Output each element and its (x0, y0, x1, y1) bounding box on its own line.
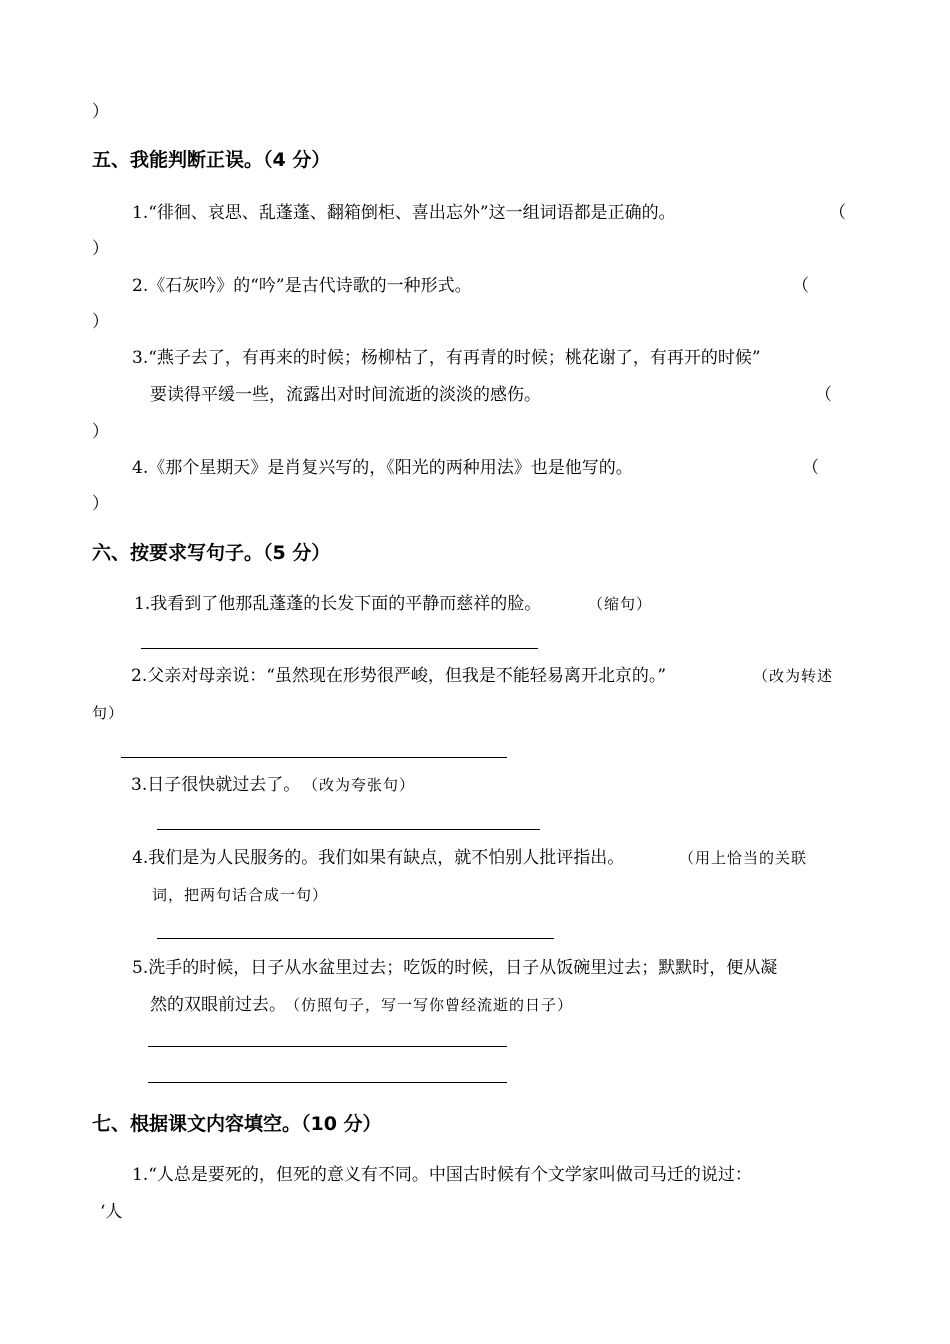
section-7-title: 七、根据课文内容填空。（10 分） (92, 1113, 382, 1135)
question-6-5-text: 5.洗手的时候，日子从水盆里过去；吃饭的时候，日子从饭碗里过去；默默时，便从凝 (132, 958, 778, 978)
answer-paren-close: ） (92, 422, 109, 442)
question-5-1-text: 1.“徘徊、哀思、乱蓬蓬、翻箱倒柜、喜出忘外”这一组词语都是正确的。 (132, 203, 676, 223)
answer-paren-close: ） (92, 239, 109, 259)
answer-line[interactable] (121, 757, 507, 758)
answer-paren-close: ） (92, 102, 109, 122)
question-6-2-hint: （改为转述 (753, 667, 834, 685)
question-6-4-hint-cont: 词，把两句话合成一句） (152, 886, 329, 904)
question-6-5-hint: （仿照句子，写一写你曾经流逝的日子） (285, 996, 574, 1014)
question-6-1-hint: （缩句） (588, 595, 653, 613)
question-6-1-text: 1.我看到了他那乱蓬蓬的长发下面的平静而慈祥的脸。 (134, 594, 542, 614)
question-7-1-text: 1.“人总是要死的，但死的意义有不同。中国古时候有个文学家叫做司马迁的说过： (132, 1165, 752, 1185)
question-7-1-text-cont: ‘人 (100, 1202, 123, 1222)
answer-paren-open[interactable]: （ (829, 203, 846, 223)
question-6-2-hint-cont: 句） (92, 704, 125, 722)
answer-line[interactable] (148, 1046, 507, 1047)
question-6-2-text: 2.父亲对母亲说：“虽然现在形势很严峻，但我是不能轻易离开北京的。” (131, 666, 667, 686)
section-6-title: 六、按要求写句子。（5 分） (92, 542, 331, 564)
answer-paren-close: ） (92, 312, 109, 332)
answer-line[interactable] (157, 938, 554, 939)
answer-line[interactable] (141, 648, 538, 649)
question-5-3-text-cont: 要读得平缓一些，流露出对时间流逝的淡淡的感伤。 (150, 385, 541, 405)
answer-paren-open[interactable]: （ (792, 276, 809, 296)
question-6-4-hint: （用上恰当的关联 (679, 849, 808, 867)
question-6-5-text-cont: 然的双眼前过去。 (150, 995, 286, 1015)
question-6-4-text: 4.我们是为人民服务的。我们如果有缺点，就不怕别人批评指出。 (132, 848, 625, 868)
question-5-4-text: 4.《那个星期天》是肖复兴写的，《阳光的两种用法》也是他写的。 (132, 458, 633, 478)
question-6-3-hint: （改为夸张句） (303, 776, 416, 794)
answer-line[interactable] (148, 1082, 507, 1083)
question-5-3-text: 3.“燕子去了，有再来的时候；杨柳枯了，有再青的时候；桃花谢了，有再开的时候” (132, 348, 761, 368)
question-6-3-text: 3.日子很快就过去了。 (131, 775, 301, 795)
answer-paren-open[interactable]: （ (802, 458, 819, 478)
answer-paren-close: ） (92, 494, 109, 514)
question-5-2-text: 2.《石灰吟》的“吟”是古代诗歌的一种形式。 (132, 276, 472, 296)
answer-line[interactable] (157, 829, 540, 830)
answer-paren-open[interactable]: （ (815, 385, 832, 405)
section-5-title: 五、我能判断正误。（4 分） (92, 149, 331, 171)
